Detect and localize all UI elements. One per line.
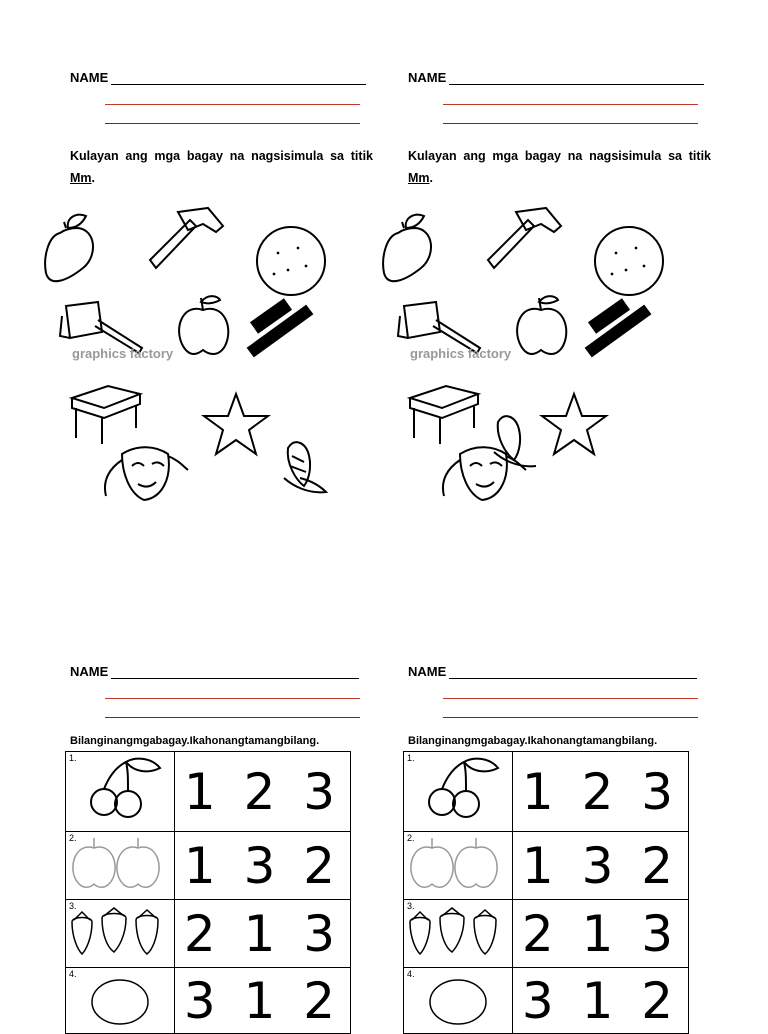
blue-guide-line: [443, 123, 698, 124]
table-row: [404, 752, 689, 832]
counting-instruction: Bilanginangmgabagay.Ikahonangtamangbilang.: [408, 735, 658, 747]
name-line: [449, 678, 697, 679]
number-choices[interactable]: 1 3 2: [175, 832, 351, 900]
table-row: [404, 900, 689, 968]
table-row: [404, 832, 689, 900]
row-number: 1.: [407, 753, 415, 763]
counting-instruction: Bilanginangmgabagay.Ikahonangtamangbilang.: [70, 735, 320, 747]
table-icon: [72, 386, 140, 444]
picture-cell: [404, 832, 513, 900]
row-number: 4.: [69, 969, 77, 979]
instruction: Kulayan ang mga bagay na nagsisimula sa titik Mm.: [70, 149, 373, 185]
strawberry-icon: [66, 900, 174, 962]
name-label: NAME: [408, 70, 447, 85]
name-label: NAME: [408, 664, 447, 679]
blue-guide-line: [443, 717, 698, 718]
corn-icon: [284, 442, 326, 492]
red-guide-line: [105, 104, 360, 105]
picture-set-right: [376, 198, 696, 518]
cherries-icon: [404, 752, 512, 826]
hammer-icon: [150, 208, 223, 268]
name-label: NAME: [70, 70, 109, 85]
instruction: Kulayan ang mga bagay na nagsisimula sa titik Mm.: [408, 149, 711, 185]
comb-icon: [586, 304, 650, 356]
red-guide-line: [443, 104, 698, 105]
name-label: NAME: [70, 664, 109, 679]
counting-table: [65, 751, 351, 1034]
cherries-icon: [66, 752, 174, 826]
number-choices[interactable]: 1 2 3: [175, 752, 351, 832]
apple-icon: [66, 832, 174, 894]
table-row: [66, 752, 351, 832]
orange-icon: [66, 968, 174, 1028]
name-line: [449, 84, 704, 85]
name-line: [111, 678, 359, 679]
picture-cell: [404, 752, 513, 832]
mango-icon: [45, 215, 93, 281]
watermark-text: graphics factory: [410, 346, 512, 361]
row-number: 3.: [69, 901, 77, 911]
counting-table: [403, 751, 689, 1034]
picture-cell: [404, 900, 513, 968]
picture-cell: [66, 752, 175, 832]
number-choices[interactable]: 2 1 3: [175, 900, 351, 968]
watermark-text: graphics factory: [72, 346, 174, 361]
number-choices[interactable]: 3 1 2: [513, 968, 689, 1034]
apple-icon: [179, 296, 228, 354]
number-choices[interactable]: 3 1 2: [175, 968, 351, 1034]
mask-icon: [105, 447, 188, 500]
comb-icon: [248, 304, 312, 356]
row-number: 3.: [407, 901, 415, 911]
row-number: 2.: [407, 833, 415, 843]
row-number: 2.: [69, 833, 77, 843]
corn-icon: [494, 416, 536, 466]
picture-set-left: [38, 198, 358, 518]
row-number: 1.: [69, 753, 77, 763]
number-choices[interactable]: 2 1 3: [513, 900, 689, 968]
blue-guide-line: [105, 717, 360, 718]
star-icon: [542, 394, 606, 454]
red-guide-line: [105, 698, 360, 699]
orange-icon: [595, 227, 663, 295]
table-row: [66, 900, 351, 968]
number-choices[interactable]: 1 2 3: [513, 752, 689, 832]
table-row: [66, 832, 351, 900]
letter-mm: Mm: [70, 171, 92, 185]
mango-icon: [383, 215, 431, 281]
number-choices[interactable]: 1 3 2: [513, 832, 689, 900]
hammer-icon: [488, 208, 561, 268]
row-number: 4.: [407, 969, 415, 979]
picture-cell: [66, 832, 175, 900]
orange-icon: [404, 968, 512, 1028]
name-line: [111, 84, 366, 85]
mask-icon: [443, 447, 526, 500]
table-icon: [410, 386, 478, 444]
star-icon: [204, 394, 268, 454]
apple-icon: [517, 296, 566, 354]
picture-cell: [66, 900, 175, 968]
apple-icon: [404, 832, 512, 894]
blue-guide-line: [105, 123, 360, 124]
red-guide-line: [443, 698, 698, 699]
letter-mm: Mm: [408, 171, 430, 185]
strawberry-icon: [404, 900, 512, 962]
orange-icon: [257, 227, 325, 295]
